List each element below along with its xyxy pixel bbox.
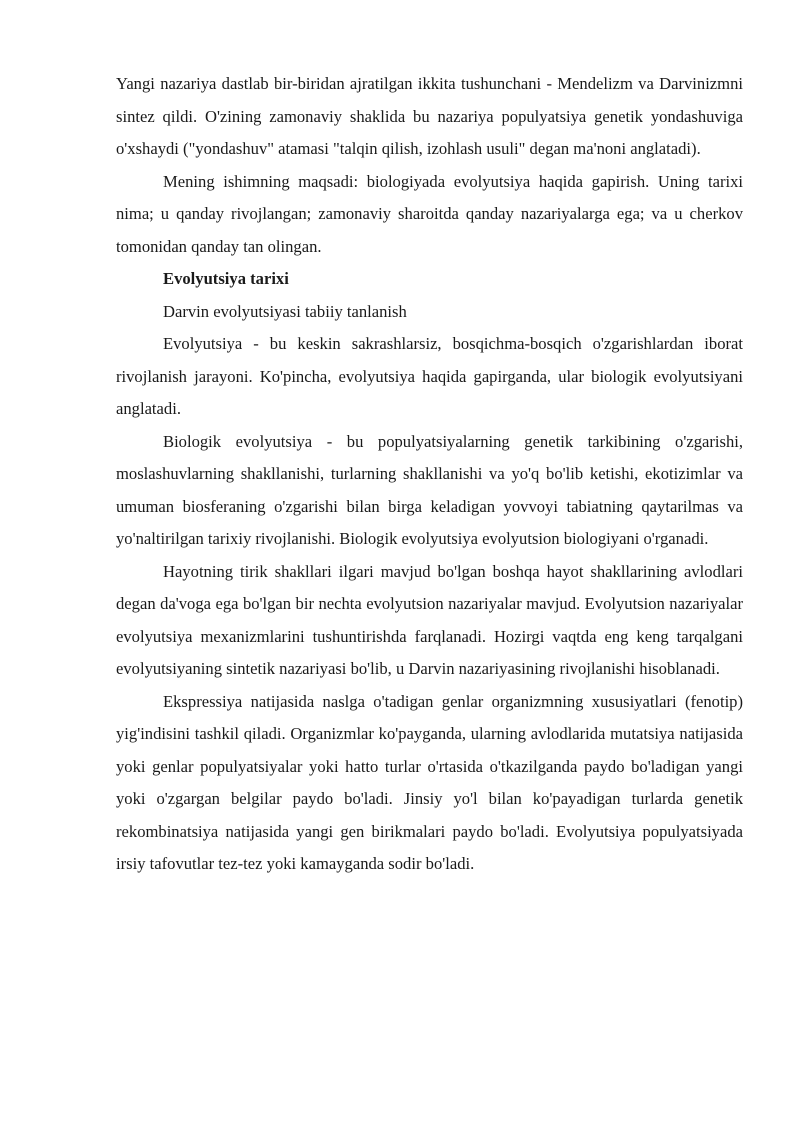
paragraph-expression: Ekspressiya natijasida naslga o'tadigan genlar organizmning xususiyatlari (fenotip) yig'indisini tashkil qiladi. Organizmlar ko'payganda, ularning avlodlarida mutatsiya natijasida yoki genlar populyatsiyalar yoki hatto turlar o'rtasida o'tkazilganda paydo bo'ladigan yangi yoki o'zgargan belgilar paydo bo'ladi. Jinsiy yo'l bilan ko'payadigan turlarda genetik rekombinatsiya natijasida yangi gen birikmalari paydo bo'ladi. Evolyutsiya populyatsiyada irsiy tafovutlar tez-tez yoki kamayganda sodir bo'ladi. [116, 691, 743, 873]
paragraph-biological-evolution: Biologik evolyutsiya - bu populyatsiyalarning genetik tarkibining o'zgarishi, moslashuvlarning shakllanishi, turlarning shakllanishi va yo'q bo'lib ketishi, ekotizimlar va umuman biosferaning o'zgarishi bilan birga keladigan yovvoyi tabiatning qaytarilmas va yo'naltirilgan tarixiy rivojlanishi. Biologik evolyutsiya evolyutsion biologiyani o'rganadi. [116, 431, 743, 548]
paragraph-goal: Mening ishimning maqsadi: biologiyada evolyutsiya haqida gapirish. Uning tarixi nima; u qanday rivojlangan; zamonaviy sharoitda qanday nazariyalarga ega; va u cherkov tomonidan qanday tan olingan. [116, 171, 743, 256]
section-heading: Evolyutsiya tarixi [163, 269, 289, 288]
document-body [116, 68, 743, 881]
paragraph-intro: Yangi nazariya dastlab bir-biridan ajratilgan ikkita tushunchani - Mendelizm va Darvinizmni sintez qildi. O'zining zamonaviy shaklida bu nazariya populyatsiya genetik yondashuviga o'xshaydi ("yondashuv" atamasi "talqin qilish, izohlash usuli" degan ma'noni anglatadi). [116, 74, 743, 158]
subheading: Darvin evolyutsiyasi tabiiy tanlanish [163, 301, 407, 321]
paragraph-theories: Hayotning tirik shakllari ilgari mavjud bo'lgan boshqa hayot shakllarining avlodlari degan da'voga ega bo'lgan bir nechta evolyutsion nazariyalar mavjud. Evolyutsion nazariyalar evolyutsiya mexanizmlarini tushuntirishda farqlanadi. Hozirgi vaqtda eng keng tarqalgani evolyutsiyaning sintetik nazariyasi bo'lib, u Darvin nazariyasining rivojlanishi hisoblanadi. [116, 561, 743, 678]
paragraph-evolution-definition: Evolyutsiya - bu keskin sakrashlarsiz, bosqichma-bosqich o'zgarishlardan iborat rivojlanish jarayoni. Ko'pincha, evolyutsiya haqida gapirganda, ular biologik evolyutsiyani anglatadi. [116, 334, 743, 418]
